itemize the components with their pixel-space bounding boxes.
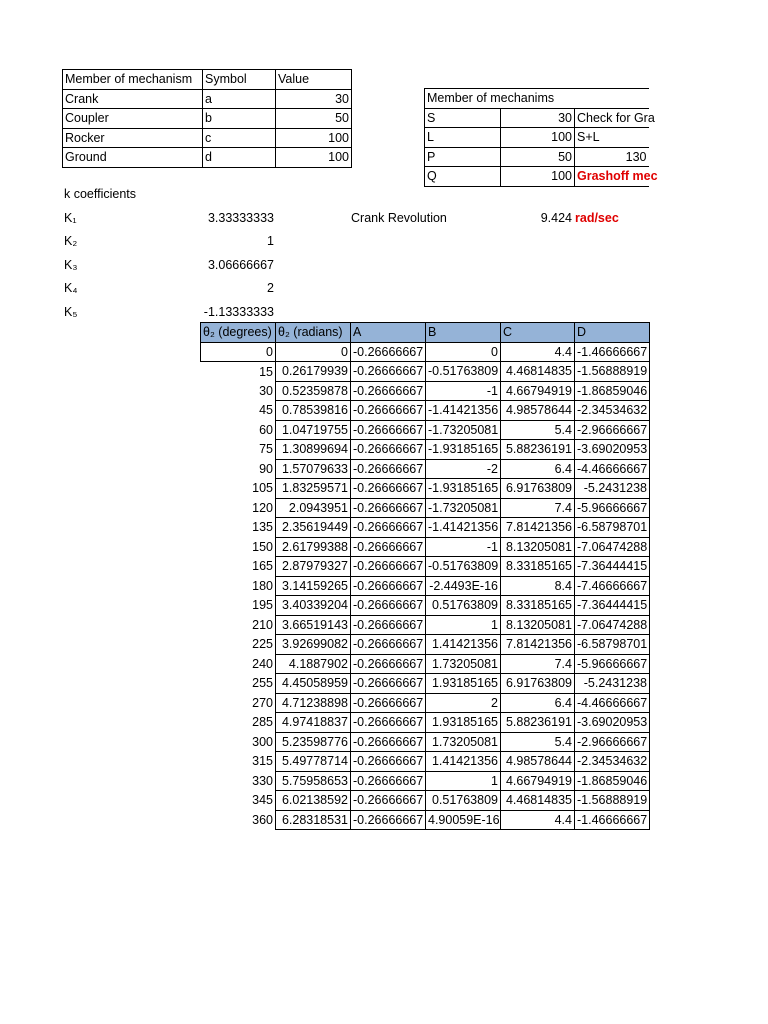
b-cell: 1 [426,615,501,635]
theta-degrees-cell: 150 [201,537,276,557]
a-cell: -0.26666667 [351,518,426,538]
a-cell: -0.26666667 [351,498,426,518]
table-row [201,810,650,830]
a-cell: -0.26666667 [351,752,426,772]
theta-degrees-cell: 315 [201,752,276,772]
table-row [201,713,650,733]
table-row [63,148,352,168]
grashof-symbol-cell: Q [425,167,501,187]
c-cell: 8.13205081 [501,615,575,635]
theta-degrees-cell: 60 [201,420,276,440]
d-cell: -7.46666667 [575,576,650,596]
a-cell: -0.26666667 [351,459,426,479]
c-cell: 8.33185165 [501,557,575,577]
table-row [201,635,650,655]
a-cell: -0.26666667 [351,362,426,382]
a-cell: -0.26666667 [351,401,426,421]
table-row [425,128,649,148]
a-cell: -0.26666667 [351,537,426,557]
grashof-value-cell: 50 [501,147,575,167]
a-cell: -0.26666667 [351,381,426,401]
theta-degrees-cell: 120 [201,498,276,518]
members-table [62,69,352,168]
c-cell: 8.33185165 [501,596,575,616]
b-cell: -2.4493E-16 [426,576,501,596]
main-header-cell: θ₂ (radians) [276,323,351,343]
c-cell: 7.81421356 [501,635,575,655]
main-header-cell: A [351,323,426,343]
table-row [201,537,650,557]
table-row [201,479,650,499]
c-cell: 7.4 [501,498,575,518]
table-row [201,420,650,440]
member-value-cell: 100 [276,148,352,168]
theta-radians-cell: 2.0943951 [276,498,351,518]
d-cell: -3.69020953 [575,440,650,460]
a-cell: -0.26666667 [351,635,426,655]
theta-degrees-cell: 30 [201,381,276,401]
c-cell: 6.4 [501,459,575,479]
k-label: K₃ [64,258,78,272]
d-cell: -1.86859046 [575,381,650,401]
b-cell: -1.93185165 [426,479,501,499]
b-cell: 1.73205081 [426,732,501,752]
member-name-cell: Coupler [63,109,203,129]
a-cell: -0.26666667 [351,596,426,616]
d-cell: -1.56888919 [575,791,650,811]
main-table [200,322,650,830]
member-name-cell: Ground [63,148,203,168]
theta-degrees-cell: 360 [201,810,276,830]
k-label: K₂ [64,234,78,248]
c-cell: 4.4 [501,810,575,830]
c-cell: 8.13205081 [501,537,575,557]
c-cell: 7.4 [501,654,575,674]
members-header-cell: Member of mechanism [63,70,203,90]
grashof-note-cell: Check for Gra [575,108,649,128]
theta-degrees-cell: 330 [201,771,276,791]
a-cell: -0.26666667 [351,615,426,635]
b-cell: 0.51763809 [426,596,501,616]
a-cell: -0.26666667 [351,810,426,830]
b-cell: 4.90059E-16 [426,810,501,830]
theta-degrees-cell: 255 [201,674,276,694]
theta-radians-cell: 4.45058959 [276,674,351,694]
b-cell: -1.41421356 [426,518,501,538]
member-value-cell: 100 [276,128,352,148]
member-symbol-cell: c [203,128,276,148]
table-row [201,576,650,596]
table-row [201,518,650,538]
theta-radians-cell: 4.71238898 [276,693,351,713]
b-cell: 0 [426,342,501,362]
table-row [201,440,650,460]
theta-radians-cell: 0 [276,342,351,362]
b-cell: 1.93185165 [426,674,501,694]
c-cell: 4.46814835 [501,791,575,811]
table-row [201,732,650,752]
k-value: 3.06666667 [207,258,274,272]
b-cell: -0.51763809 [426,557,501,577]
theta-radians-cell: 0.52359878 [276,381,351,401]
table-row [201,752,650,772]
d-cell: -1.56888919 [575,362,650,382]
d-cell: -2.96666667 [575,420,650,440]
theta-degrees-cell: 240 [201,654,276,674]
k-value: 2 [267,281,274,295]
b-cell: -1 [426,381,501,401]
table-row [201,615,650,635]
theta-radians-cell: 3.92699082 [276,635,351,655]
k-label: K₅ [64,305,78,319]
b-cell: -1.73205081 [426,420,501,440]
theta-radians-cell: 3.40339204 [276,596,351,616]
b-cell: 1.41421356 [426,752,501,772]
b-cell: 1.93185165 [426,713,501,733]
members-header-row [63,70,352,90]
k-value: 1 [267,234,274,248]
main-header-cell: C [501,323,575,343]
theta-radians-cell: 2.87979327 [276,557,351,577]
theta-degrees-cell: 180 [201,576,276,596]
d-cell: -7.06474288 [575,537,650,557]
member-name-cell: Rocker [63,128,203,148]
c-cell: 4.98578644 [501,752,575,772]
main-header-cell: D [575,323,650,343]
d-cell: -1.86859046 [575,771,650,791]
a-cell: -0.26666667 [351,732,426,752]
c-cell: 7.81421356 [501,518,575,538]
c-cell: 6.91763809 [501,674,575,694]
a-cell: -0.26666667 [351,342,426,362]
main-header-cell: θ₂ (degrees) [201,323,276,343]
b-cell: -1 [426,537,501,557]
table-row [425,167,649,187]
k-label: K₄ [64,281,78,295]
theta-degrees-cell: 285 [201,713,276,733]
grashof-table [424,88,658,187]
c-cell: 5.4 [501,420,575,440]
theta-radians-cell: 1.30899694 [276,440,351,460]
table-row [201,459,650,479]
b-cell: 2 [426,693,501,713]
d-cell: -2.34534632 [575,401,650,421]
a-cell: -0.26666667 [351,420,426,440]
theta-degrees-cell: 225 [201,635,276,655]
theta-radians-cell: 1.57079633 [276,459,351,479]
table-row [425,108,649,128]
a-cell: -0.26666667 [351,693,426,713]
table-row [63,109,352,129]
members-header-cell: Value [276,70,352,90]
theta-degrees-cell: 210 [201,615,276,635]
b-cell: -2 [426,459,501,479]
b-cell: 1.73205081 [426,654,501,674]
table-row [201,674,650,694]
crank-revolution-unit: rad/sec [575,211,619,225]
theta-degrees-cell: 345 [201,791,276,811]
c-cell: 6.91763809 [501,479,575,499]
c-cell: 4.66794919 [501,771,575,791]
d-cell: -6.58798701 [575,635,650,655]
member-symbol-cell: b [203,109,276,129]
k-label: K₁ [64,211,77,225]
a-cell: -0.26666667 [351,674,426,694]
theta-radians-cell: 3.66519143 [276,615,351,635]
theta-radians-cell: 5.75958653 [276,771,351,791]
d-cell: -6.58798701 [575,518,650,538]
b-cell: -1.93185165 [426,440,501,460]
table-row [201,381,650,401]
theta-degrees-cell: 135 [201,518,276,538]
d-cell: -5.2431238 [575,674,650,694]
k-value: 3.33333333 [207,211,274,225]
theta-radians-cell: 6.02138592 [276,791,351,811]
a-cell: -0.26666667 [351,479,426,499]
grashof-value-cell: 100 [501,128,575,148]
theta-degrees-cell: 270 [201,693,276,713]
main-header-cell: B [426,323,501,343]
theta-degrees-cell: 165 [201,557,276,577]
table-row [201,401,650,421]
theta-radians-cell: 2.35619449 [276,518,351,538]
members-header-cell: Symbol [203,70,276,90]
table-row [201,362,650,382]
theta-degrees-cell: 15 [201,362,276,382]
theta-degrees-cell: 0 [201,342,276,362]
c-cell: 4.46814835 [501,362,575,382]
grashof-value-cell: 100 [501,167,575,187]
theta-radians-cell: 1.04719755 [276,420,351,440]
member-symbol-cell: d [203,148,276,168]
table-row [63,89,352,109]
b-cell: 1 [426,771,501,791]
a-cell: -0.26666667 [351,440,426,460]
theta-degrees-cell: 75 [201,440,276,460]
a-cell: -0.26666667 [351,713,426,733]
d-cell: -5.2431238 [575,479,650,499]
a-cell: -0.26666667 [351,557,426,577]
theta-degrees-cell: 45 [201,401,276,421]
table-row [201,693,650,713]
c-cell: 8.4 [501,576,575,596]
grashof-value-cell: 30 [501,108,575,128]
b-cell: -0.51763809 [426,362,501,382]
theta-radians-cell: 5.23598776 [276,732,351,752]
theta-radians-cell: 0.26179939 [276,362,351,382]
theta-radians-cell: 6.28318531 [276,810,351,830]
crank-revolution-label: Crank Revolution [351,211,447,225]
member-name-cell: Crank [63,89,203,109]
c-cell: 4.98578644 [501,401,575,421]
d-cell: -1.46666667 [575,342,650,362]
table-row [201,498,650,518]
d-cell: -3.69020953 [575,713,650,733]
member-value-cell: 30 [276,89,352,109]
grashof-symbol-cell: S [425,108,501,128]
table-row [201,654,650,674]
grashof-header: Member of mechanims [425,89,649,109]
theta-radians-cell: 5.49778714 [276,752,351,772]
c-cell: 5.88236191 [501,440,575,460]
d-cell: -5.96666667 [575,498,650,518]
theta-radians-cell: 4.1887902 [276,654,351,674]
c-cell: 6.4 [501,693,575,713]
member-value-cell: 50 [276,109,352,129]
crank-revolution-value: 9.424 [540,211,572,225]
table-row [201,791,650,811]
theta-radians-cell: 1.83259571 [276,479,351,499]
c-cell: 4.4 [501,342,575,362]
d-cell: -7.36444415 [575,596,650,616]
d-cell: -7.36444415 [575,557,650,577]
k-value: -1.13333333 [203,305,274,319]
table-row [425,147,649,167]
d-cell: -2.96666667 [575,732,650,752]
b-cell: 0.51763809 [426,791,501,811]
d-cell: -2.34534632 [575,752,650,772]
b-cell: 1.41421356 [426,635,501,655]
theta-radians-cell: 4.97418837 [276,713,351,733]
theta-radians-cell: 2.61799388 [276,537,351,557]
a-cell: -0.26666667 [351,654,426,674]
d-cell: -5.96666667 [575,654,650,674]
grashof-note-cell: S+L [575,128,649,148]
table-row [201,771,650,791]
c-cell: 5.88236191 [501,713,575,733]
d-cell: -4.46666667 [575,459,650,479]
d-cell: -1.46666667 [575,810,650,830]
b-cell: -1.73205081 [426,498,501,518]
theta-degrees-cell: 300 [201,732,276,752]
grashof-symbol-cell: L [425,128,501,148]
a-cell: -0.26666667 [351,771,426,791]
a-cell: -0.26666667 [351,576,426,596]
k-coefficients-title: k coefficients [64,187,137,201]
grashof-note-cell: Grashoff mec [575,167,649,187]
table-row [201,342,650,362]
c-cell: 5.4 [501,732,575,752]
member-symbol-cell: a [203,89,276,109]
grashof-symbol-cell: P [425,147,501,167]
main-header-row [201,323,650,343]
theta-degrees-cell: 195 [201,596,276,616]
theta-radians-cell: 3.14159265 [276,576,351,596]
theta-degrees-cell: 90 [201,459,276,479]
d-cell: -4.46666667 [575,693,650,713]
table-row [201,596,650,616]
b-cell: -1.41421356 [426,401,501,421]
a-cell: -0.26666667 [351,791,426,811]
table-row [201,557,650,577]
table-row [63,128,352,148]
d-cell: -7.06474288 [575,615,650,635]
theta-radians-cell: 0.78539816 [276,401,351,421]
grashof-note-cell: 130 [575,147,649,167]
c-cell: 4.66794919 [501,381,575,401]
theta-degrees-cell: 105 [201,479,276,499]
